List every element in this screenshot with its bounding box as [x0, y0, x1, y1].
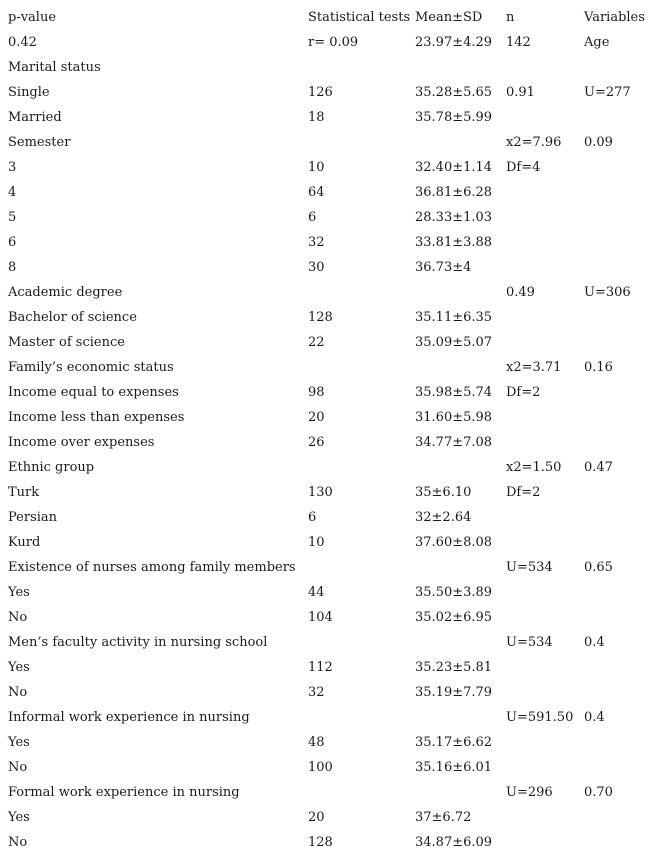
table-cell: Income less than expenses [8, 410, 185, 425]
table-row [0, 555, 655, 580]
table-cell: Men’s faculty activity in nursing school [8, 635, 268, 650]
table-cell: U=591.50 [506, 710, 574, 725]
table-cell: 48 [308, 735, 325, 750]
table-cell: Income equal to expenses [8, 385, 179, 400]
table-cell: 0.09 [584, 135, 613, 150]
table-cell: 35.78±5.99 [415, 110, 493, 125]
table-cell: 33.81±3.88 [415, 235, 493, 250]
table-cell: 35.23±5.81 [415, 660, 493, 675]
table-cell: U=306 [584, 285, 631, 300]
column-header: Mean±SD [415, 10, 483, 25]
table-cell: 5 [8, 210, 17, 225]
table-cell: 3 [8, 160, 17, 175]
table-cell: No [8, 610, 28, 625]
table-row [0, 805, 655, 830]
table-row [0, 780, 655, 805]
table-cell: 28.33±1.03 [415, 210, 493, 225]
table-row [0, 455, 655, 480]
column-header: n [506, 10, 515, 25]
table-cell: x2=7.96 [506, 135, 562, 150]
table-cell: Yes [8, 735, 30, 750]
table-row [0, 605, 655, 630]
table-cell: Turk [8, 485, 40, 500]
table-cell: 130 [308, 485, 333, 500]
table-cell: x2=3.71 [506, 360, 562, 375]
table-cell: 20 [308, 810, 325, 825]
table-row [0, 830, 655, 855]
table-cell: Income over expenses [8, 435, 155, 450]
column-header: Variables [584, 10, 645, 25]
table-cell: 64 [308, 185, 325, 200]
table-cell: 126 [308, 85, 333, 100]
table-cell: U=296 [506, 785, 553, 800]
table-row [0, 655, 655, 680]
table-cell: U=534 [506, 635, 553, 650]
table-cell: Family’s economic status [8, 360, 174, 375]
table-cell: 142 [506, 35, 531, 50]
table-cell: 6 [8, 235, 17, 250]
column-header: p-value [8, 10, 57, 25]
table-header-row [0, 5, 655, 30]
table-cell: 32 [308, 685, 325, 700]
table-cell: Marital status [8, 60, 101, 75]
table-cell: 0.16 [584, 360, 613, 375]
table-row [0, 580, 655, 605]
table-row [0, 755, 655, 780]
table-cell: Single [8, 85, 50, 100]
statistics-table [0, 5, 655, 855]
table-cell: Yes [8, 810, 30, 825]
table-cell: 37.60±8.08 [415, 535, 493, 550]
table-row [0, 80, 655, 105]
table-cell: 22 [308, 335, 325, 350]
table-cell: Yes [8, 660, 30, 675]
table-cell: Informal work experience in nursing [8, 710, 250, 725]
table-cell: 44 [308, 585, 325, 600]
table-cell: No [8, 685, 28, 700]
table-cell: 35.50±3.89 [415, 585, 493, 600]
table-cell: Df=2 [506, 485, 541, 500]
table-cell: 32±2.64 [415, 510, 472, 525]
table-row [0, 305, 655, 330]
table-cell: No [8, 760, 28, 775]
table-cell: 35.19±7.79 [415, 685, 493, 700]
table-row [0, 630, 655, 655]
table-cell: 35±6.10 [415, 485, 472, 500]
table-cell: Master of science [8, 335, 125, 350]
table-row [0, 280, 655, 305]
table-cell: 32.40±1.14 [415, 160, 493, 175]
table-row [0, 380, 655, 405]
table-row [0, 130, 655, 155]
table-cell: x2=1.50 [506, 460, 562, 475]
table-row [0, 155, 655, 180]
table-row [0, 530, 655, 555]
table-row [0, 730, 655, 755]
table-row [0, 30, 655, 55]
table-cell: 0.4 [584, 635, 605, 650]
table-row [0, 705, 655, 730]
table-cell: 35.17±6.62 [415, 735, 493, 750]
table-cell: 0.70 [584, 785, 613, 800]
table-cell: 128 [308, 310, 333, 325]
table-cell: 100 [308, 760, 333, 775]
table-row [0, 405, 655, 430]
table-cell: Persian [8, 510, 58, 525]
table-cell: 10 [308, 160, 325, 175]
table-cell: Academic degree [8, 285, 123, 300]
table-row [0, 430, 655, 455]
column-header: Statistical tests [308, 10, 411, 25]
table-cell: Df=4 [506, 160, 541, 175]
table-cell: Semester [8, 135, 71, 150]
table-row [0, 55, 655, 80]
table-cell: 35.02±6.95 [415, 610, 493, 625]
table-row [0, 480, 655, 505]
table-cell: 35.28±5.65 [415, 85, 493, 100]
table-row [0, 205, 655, 230]
table-cell: 34.77±7.08 [415, 435, 493, 450]
table-cell: 128 [308, 835, 333, 850]
table-row [0, 680, 655, 705]
table-cell: Ethnic group [8, 460, 95, 475]
table-cell: 0.47 [584, 460, 613, 475]
table-cell: Df=2 [506, 385, 541, 400]
table-cell: 37±6.72 [415, 810, 472, 825]
table-cell: Existence of nurses among family members [8, 560, 296, 575]
table-cell: r= 0.09 [308, 35, 359, 50]
table-cell: 30 [308, 260, 325, 275]
table-cell: Formal work experience in nursing [8, 785, 240, 800]
table-cell: 0.91 [506, 85, 535, 100]
table-cell: 23.97±4.29 [415, 35, 493, 50]
table-cell: 0.42 [8, 35, 37, 50]
table-row [0, 255, 655, 280]
table-row [0, 230, 655, 255]
table-cell: Bachelor of science [8, 310, 137, 325]
table-cell: U=534 [506, 560, 553, 575]
table-cell: 35.09±5.07 [415, 335, 493, 350]
table-cell: 0.65 [584, 560, 613, 575]
table-cell: 0.49 [506, 285, 535, 300]
table-cell: 104 [308, 610, 333, 625]
table-row [0, 330, 655, 355]
table-cell: 112 [308, 660, 333, 675]
table-cell: Married [8, 110, 62, 125]
table-row [0, 180, 655, 205]
table-cell: Kurd [8, 535, 41, 550]
table-cell: 31.60±5.98 [415, 410, 493, 425]
table-cell: 32 [308, 235, 325, 250]
table-cell: 6 [308, 210, 317, 225]
table-cell: U=277 [584, 85, 631, 100]
table-cell: 4 [8, 185, 17, 200]
table-cell: 8 [8, 260, 17, 275]
table-cell: 36.81±6.28 [415, 185, 493, 200]
table-row [0, 105, 655, 130]
table-row [0, 355, 655, 380]
table-cell: 34.87±6.09 [415, 835, 493, 850]
table-cell: 18 [308, 110, 325, 125]
table-cell: 26 [308, 435, 325, 450]
table-cell: 10 [308, 535, 325, 550]
table-cell: 35.98±5.74 [415, 385, 493, 400]
table-row [0, 505, 655, 530]
table-cell: 20 [308, 410, 325, 425]
table-cell: Age [584, 35, 610, 50]
table-cell: No [8, 835, 28, 850]
table-cell: 0.4 [584, 710, 605, 725]
table-cell: 36.73±4 [415, 260, 472, 275]
table-cell: Yes [8, 585, 30, 600]
table-cell: 98 [308, 385, 325, 400]
table-cell: 35.11±6.35 [415, 310, 493, 325]
table-cell: 35.16±6.01 [415, 760, 493, 775]
table-cell: 6 [308, 510, 317, 525]
